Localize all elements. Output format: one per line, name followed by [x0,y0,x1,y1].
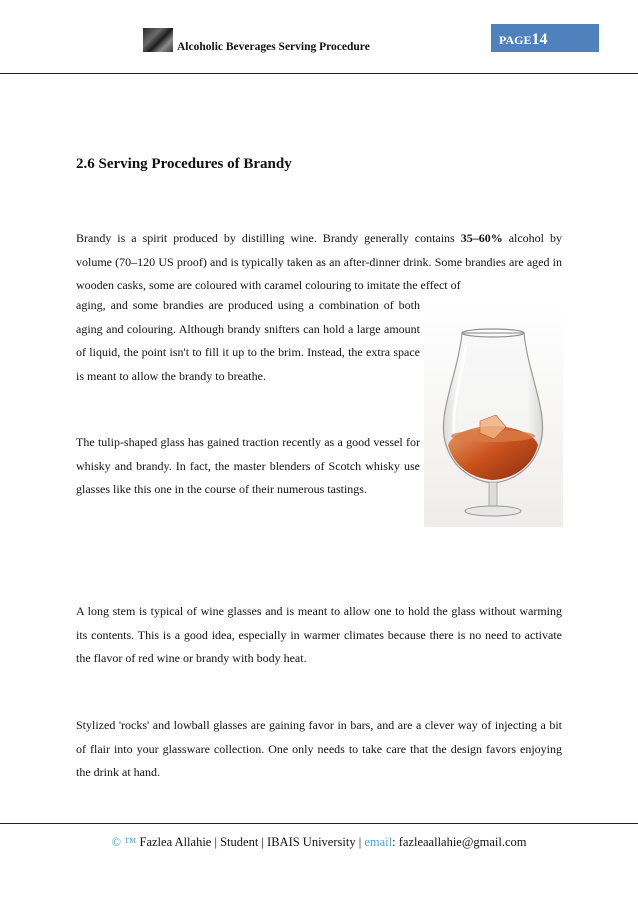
paragraph-tulip-glass: The tulip-shaped glass has gained traction recently as a good vessel for whisky and brandy. In fact, the master blenders of Scotch whisky use glasses like this one in the course of their numerous tastings. [76,435,420,496]
email-label: email [364,835,393,849]
page-footer [0,835,638,850]
header-logo-image [143,28,173,52]
p1-text-end: alcohol by volume (70–120 US proof) and is typically taken as an after-dinner drink. Some brandies are aged in wooden casks, some are coloured with caramel colouring to imitate the effect of [76,231,562,292]
paragraph-rocks-glasses: Stylized 'rocks' and lowball glasses are gaining favor in bars, and are a clever way of injecting a bit of flair into your glassware collection. One only needs to take care that the design favors enjoying the drink at hand. [76,718,562,779]
paragraph-snifter: aging, and some brandies are produced using a combination of both aging and colouring. Although brandy snifters can hold a large amount of liquid, the point isn't to fill it up to the brim. Instead, the extra space is meant to allow the brandy to breathe. [76,298,420,383]
header-divider [0,73,638,74]
footer-credit: Fazlea Allahie | Student | IBAIS University | [139,835,365,849]
email-separator: : [392,835,399,849]
page-number: 14 [531,31,548,48]
paragraph-brandy-intro [76,227,562,298]
copyright-symbol: © [111,835,121,849]
p1-text-start: Brandy is a spirit produced by distilling wine. Brandy generally contains [76,231,461,245]
p1-alcohol-range: 35–60% [460,231,503,245]
page-label: PAGE [499,33,532,47]
header-title: Alcoholic Beverages Serving Procedure [177,41,370,53]
page-number-badge [491,24,599,52]
page-header [0,0,638,76]
footer-divider [0,823,638,824]
brandy-glass-image [424,305,563,527]
paragraph-long-stem: A long stem is typical of wine glasses and is meant to allow one to hold the glass without warming its contents. This is a good idea, especially in warmer climates because there is no need to activate the flavor of red wine or brandy with body heat. [76,604,562,665]
section-heading: 2.6 Serving Procedures of Brandy [76,156,292,172]
trademark-symbol: ™ [121,835,140,849]
email-address: fazleaallahie@gmail.com [398,835,527,849]
